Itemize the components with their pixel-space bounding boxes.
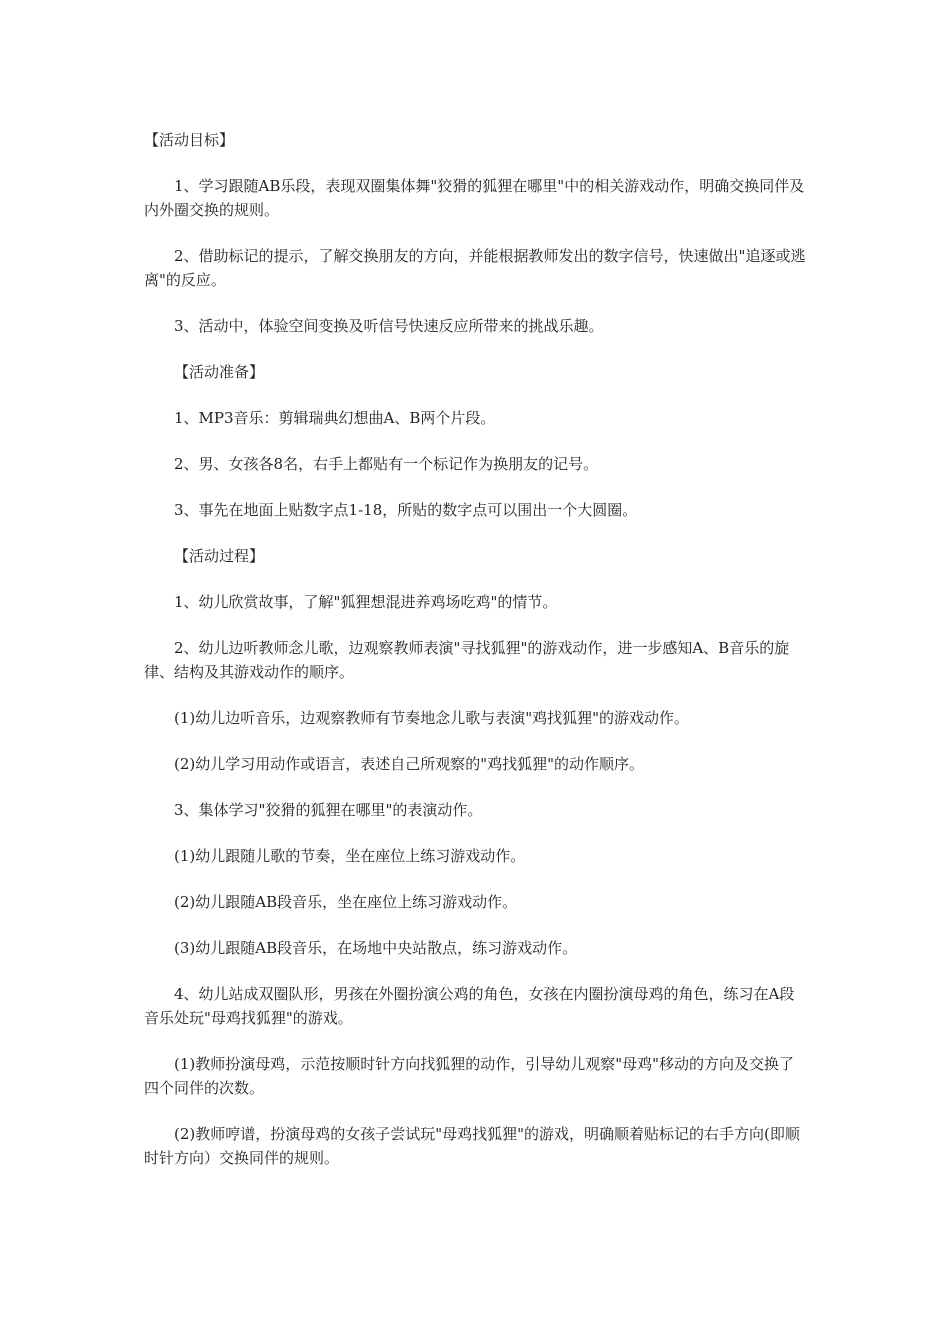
document-body — [144, 128, 808, 1192]
preparation-item-3: 3、事先在地面上贴数字点1-18，所贴的数字点可以围出一个大圆圈。 — [174, 501, 638, 519]
process-step-3: 3、集体学习"狡猾的狐狸在哪里"的表演动作。 — [174, 801, 483, 819]
process-substep-3-3: (3)幼儿跟随AB段音乐，在场地中央站散点，练习游戏动作。 — [174, 939, 578, 957]
preparation-item-1: 1、MP3音乐：剪辑瑞典幻想曲A、B两个片段。 — [174, 409, 496, 427]
process-step-1: 1、幼儿欣赏故事，了解"狐狸想混进养鸡场吃鸡"的情节。 — [174, 593, 558, 611]
goal-item-1: 1、学习跟随AB乐段，表现双圈集体舞"狡猾的狐狸在哪里"中的相关游戏动作，明确交换同伴及内外圈交换的规则。 — [144, 177, 805, 219]
goal-item-2: 2、借助标记的提示，了解交换朋友的方向，并能根据教师发出的数字信号，快速做出"追逐或逃离"的反应。 — [144, 247, 806, 289]
goal-item-3: 3、活动中，体验空间变换及听信号快速反应所带来的挑战乐趣。 — [174, 317, 604, 335]
process-substep-3-2: (2)幼儿跟随AB段音乐，坐在座位上练习游戏动作。 — [174, 893, 518, 911]
section-heading-goals: 【活动目标】 — [144, 131, 235, 149]
process-substep-2-1: (1)幼儿边听音乐，边观察教师有节奏地念儿歌与表演"鸡找狐狸"的游戏动作。 — [174, 709, 690, 727]
process-substep-4-1: (1)教师扮演母鸡，示范按顺时针方向找狐狸的动作，引导幼儿观察"母鸡"移动的方向及交换了四个同伴的次数。 — [144, 1055, 795, 1097]
section-heading-process: 【活动过程】 — [174, 547, 265, 565]
process-step-2: 2、幼儿边听教师念儿歌，边观察教师表演"寻找狐狸"的游戏动作，进一步感知A、B音乐的旋律、结构及其游戏动作的顺序。 — [144, 639, 790, 681]
process-substep-3-1: (1)幼儿跟随儿歌的节奏，坐在座位上练习游戏动作。 — [174, 847, 526, 865]
preparation-item-2: 2、男、女孩各8名，右手上都贴有一个标记作为换朋友的记号。 — [174, 455, 599, 473]
process-substep-2-2: (2)幼儿学习用动作或语言，表述自己所观察的"鸡找狐狸"的动作顺序。 — [174, 755, 645, 773]
process-step-4: 4、幼儿站成双圈队形，男孩在外圈扮演公鸡的角色，女孩在内圈扮演母鸡的角色，练习在A段音乐处玩"母鸡找狐狸"的游戏。 — [144, 985, 795, 1027]
process-substep-4-2: (2)教师哼谱，扮演母鸡的女孩子尝试玩"母鸡找狐狸"的游戏，明确顺着贴标记的右手方向(即顺时针方向）交换同伴的规则。 — [144, 1125, 800, 1167]
section-heading-preparation: 【活动准备】 — [174, 363, 265, 381]
